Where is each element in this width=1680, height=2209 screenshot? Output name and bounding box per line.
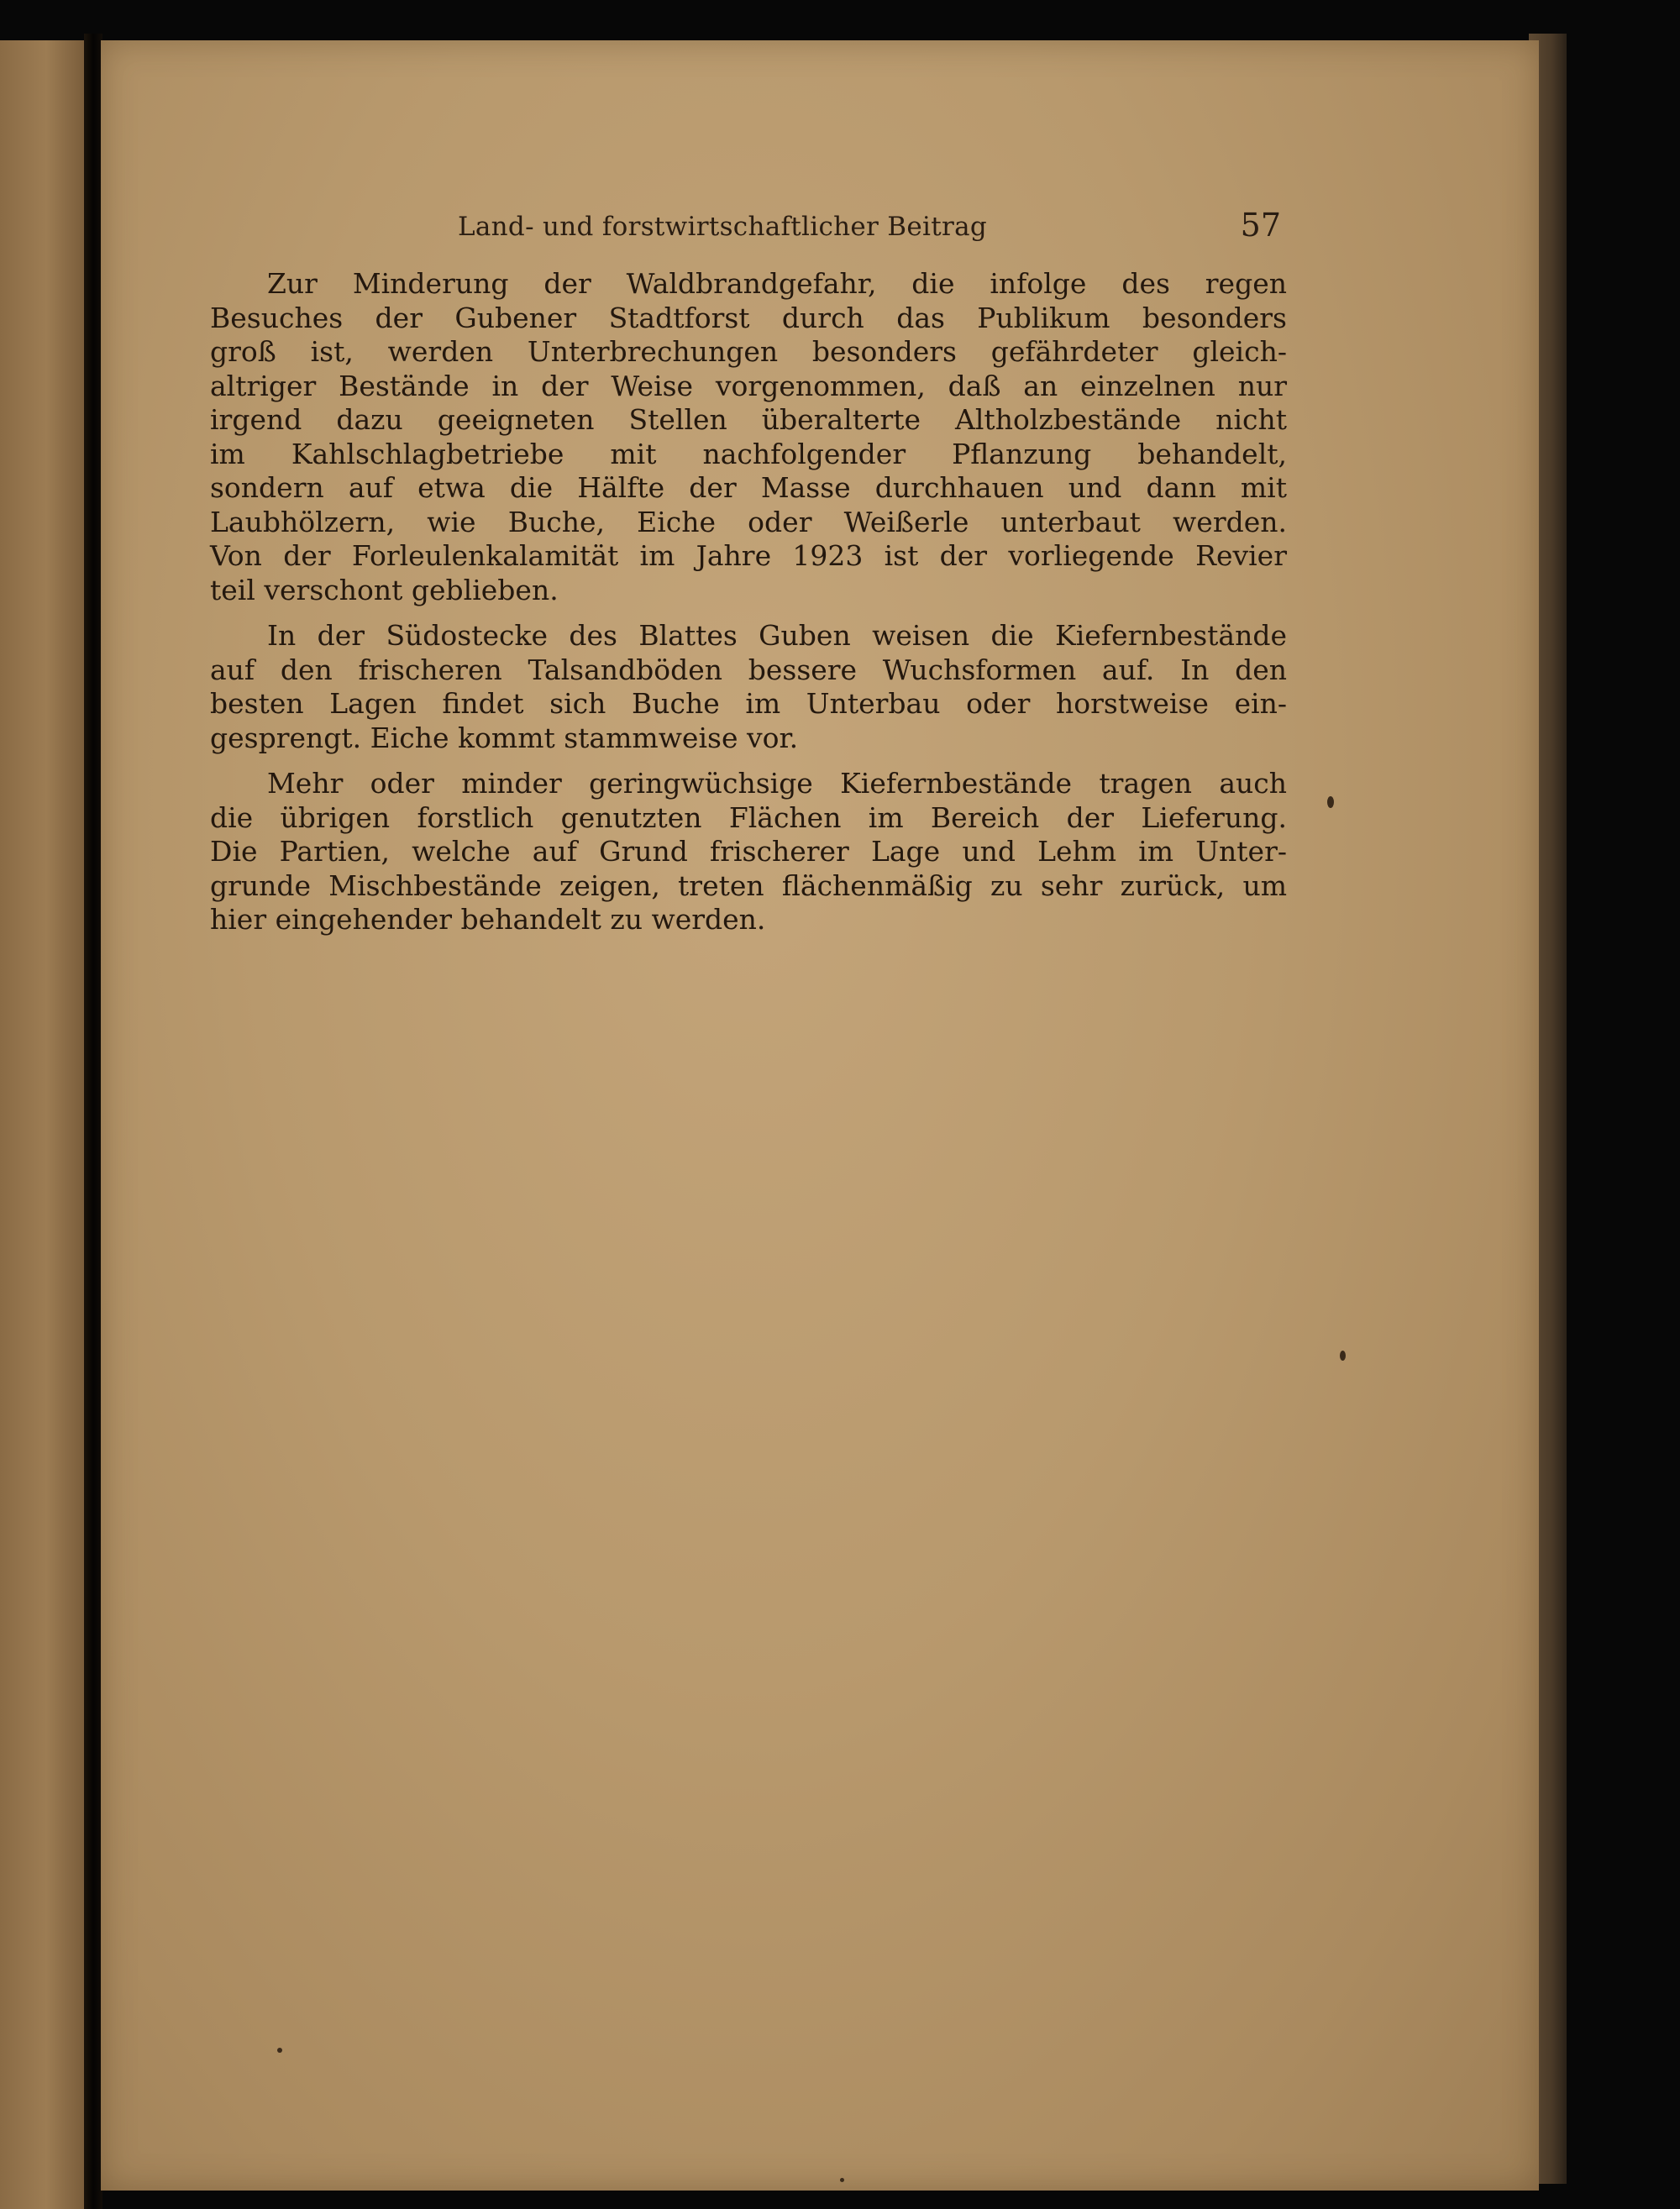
text-line: In der Südostecke des Blattes Guben weisen die Kiefernbestände (267, 619, 1287, 652)
paragraph-2 (210, 619, 1287, 755)
text-line: altriger Bestände in der Weise vorgenommen, daß an einzelnen nur (210, 369, 1287, 402)
left-page-edge (0, 40, 84, 2209)
running-title: Land- und forstwirtschaftlicher Beitrag (458, 212, 988, 242)
text-line: Laubhölzern, wie Buche, Eiche oder Weißerle unterbaut werden. (210, 505, 1287, 538)
text-line: grunde Mischbestände zeigen, treten flächenmäßig zu sehr zurück, um (210, 868, 1287, 902)
text-line: auf den frischeren Talsandböden bessere Wuchsformen auf. In den (210, 653, 1287, 686)
paper-speck (277, 2048, 282, 2053)
paper-speck (840, 2178, 844, 2182)
paper-speck (1340, 1351, 1346, 1361)
text-line: Zur Minderung der Waldbrandgefahr, die infolge des regen (267, 267, 1287, 300)
running-header (458, 207, 1281, 249)
paper-speck (1327, 796, 1334, 808)
text-line: teil verschont geblieben. (210, 573, 559, 606)
text-line: hier eingehender behandelt zu werden. (210, 903, 766, 936)
text-line: besten Lagen findet sich Buche im Unterbau oder horstweise ein- (210, 687, 1287, 720)
text-line: irgend dazu geeigneten Stellen überalterte Altholzbestände nicht (210, 403, 1287, 436)
text-line: Mehr oder minder geringwüchsige Kiefernbestände tragen auch (267, 767, 1287, 800)
paragraph-3 (210, 767, 1287, 937)
text-line: groß ist, werden Unterbrechungen besonders gefährdeter gleich- (210, 335, 1287, 368)
text-line: sondern auf etwa die Hälfte der Masse durchhauen und dann mit (210, 471, 1287, 504)
text-line: die übrigen forstlich genutzten Flächen im Bereich der Lieferung. (210, 800, 1287, 834)
text-line: im Kahlschlagbetriebe mit nachfolgender Pflanzung behandelt, (210, 437, 1287, 470)
book-gutter (84, 34, 102, 2209)
text-line: Von der Forleulenkalamität im Jahre 1923 ist der vorliegende Revier (210, 539, 1287, 572)
text-line: Die Partien, welche auf Grund frischerer Lage und Lehm im Unter- (210, 835, 1287, 868)
text-line: Besuches der Gubener Stadtforst durch das Publikum besonders (210, 301, 1287, 334)
paragraph-1 (210, 267, 1287, 607)
text-line: gesprengt. Eiche kommt stammweise vor. (210, 721, 799, 754)
body-text (210, 267, 1287, 949)
page-number: 57 (1240, 207, 1281, 244)
